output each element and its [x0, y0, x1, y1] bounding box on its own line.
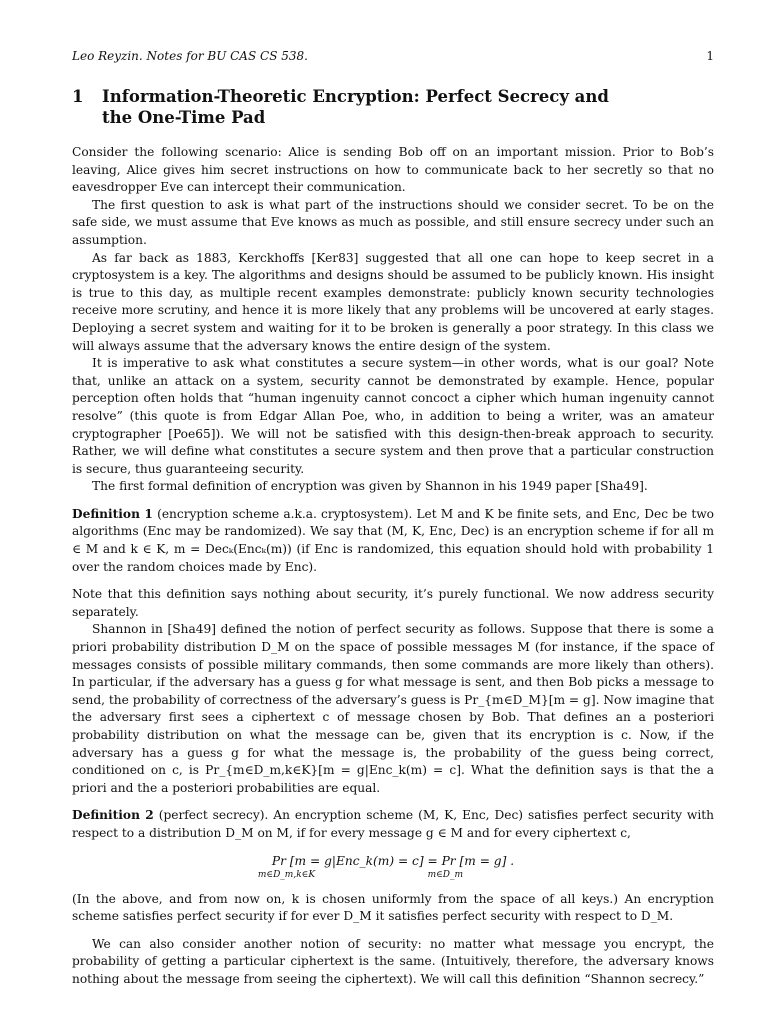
paragraph-5: The first formal definition of encryption was given by Shannon in his 1949 paper [Sha49].: [92, 479, 648, 494]
eq-end: [m = g] .: [459, 853, 515, 868]
definition-1-heading: Definition 1: [72, 506, 153, 521]
paragraph-9: We can also consider another notion of security: no matter what message you encrypt, the probability of getting a particular ciphertext is the same. (Intuitively, therefore, the adversary knows nothing about the message from seeing the ciphertext). We will call this definition “Shannon secrecy.”: [72, 936, 714, 986]
display-equation: [72, 849, 714, 885]
paragraph-1: Consider the following scenario: Alice is sending Bob off on an important mission. Prior to Bob’s leaving, Alice gives him secret instructions on how to communicate back to her secretly so that no eavesdropper Eve can intercept their communication.: [72, 145, 714, 195]
eq-pr-right-text: Pr: [441, 853, 456, 868]
section-heading: [72, 86, 714, 128]
section-title-line2: the One-Time Pad: [102, 108, 266, 127]
section-number: 1: [72, 87, 84, 106]
paragraph-3: As far back as 1883, Kerckhoffs [Ker83] suggested that all one can hope to keep secret in a cryptosystem is a key. The algorithms and designs should be assumed to be publicly known. His insight is true to this day, as multiple recent examples demonstrate: publicly known security technologies receive more scrutiny, and hence it is more likely that any problems will be uncovered at early stages. Deploying a secret system and waiting for it to be broken is generally a poor strategy. In this class we will always assume that the adversary knows the entire design of the system.: [72, 250, 714, 353]
definition-1-body: (encryption scheme a.k.a. cryptosystem). Let M and K be finite sets, and Enc, Dec be two algorithms (Enc may be randomized). We say that (M, K, Enc, Dec) is an encryption scheme if for all m ∈ M and k ∈ K, m = Decₖ(Encₖ(m)) (if Enc is randomized, this equation should hold with probability 1 over the random choices made by Enc).: [72, 506, 715, 574]
eq-pr-right-sub: m∈D_m: [427, 869, 464, 880]
paragraph-8: (In the above, and from now on, k is chosen uniformly from the space of all keys.) An encryption scheme satisfies perfect security if for ever D_M it satisfies perfect security with respect to D_M.: [72, 891, 714, 924]
paragraph-4: It is imperative to ask what constitutes a secure system—in other words, what is our goal? Note that, unlike an attack on a system, security cannot be demonstrated by example. Hence, popular perception often holds that “human ingenuity cannot concoct a cipher which human ingenuity cannot resolve” (this quote is from Edgar Allan Poe, who, in addition to being a writer, was an amateur cryptographer [Poe65]). We will not be satisfied with this design-then-break approach to security. Rather, we will define what constitutes a secure system and then prove that a particular construction is secure, thus guaranteeing security.: [72, 356, 714, 476]
running-title: Leo Reyzin. Notes for BU CAS CS 538.: [72, 49, 308, 63]
paragraph-6: Note that this definition says nothing about security, it’s purely functional. We now address security separately.: [72, 587, 714, 619]
body-text: [72, 144, 714, 989]
running-header: [72, 49, 714, 63]
eq-pr-left-sub: m∈D_m,k∈K: [257, 869, 316, 880]
page-number: 1: [706, 49, 714, 63]
paragraph-7: Shannon in [Sha49] defined the notion of perfect security as follows. Suppose that there is some a priori probability distribution D_M on the space of possible messages M (for instance, if the space of messages consists of possible military commands, then some commands are more likely than others). In particular, if the adversary has a guess g for what message is sent, and then Bob picks a message to send, the probability of correctness of the adversary’s guess is Pr_{m∈D_M}[m = g]. Now imagine that the adversary first sees a ciphertext c of message chosen by Bob. That defines an a posteriori probability distribution on what the message can be, given that its encryption is c. Now, if the adversary has a guess g for what the message is, the probability of the guess being correct, conditioned on c, is Pr_{m∈D_m,k∈K}[m = g|Enc_k(m) = c]. What the definition says is that the a priori and the a posteriori probabilities are equal.: [72, 622, 714, 795]
definition-2: [72, 807, 714, 842]
eq-pr-left-text: Pr: [271, 853, 286, 868]
eq-mid: [m = g|Enc_k(m) = c] =: [289, 853, 438, 868]
section-title-line1: Information-Theoretic Encryption: Perfect Secrecy and: [102, 87, 609, 106]
eq-pr-left: [257, 853, 316, 880]
definition-2-heading: Definition 2: [72, 808, 154, 823]
paragraph-2: The first question to ask is what part of the instructions should we consider secret. To be on the safe side, we must assume that Eve knows as much as possible, and still ensure secrecy under such an assumption.: [72, 197, 714, 247]
definition-1: [72, 506, 714, 576]
eq-pr-right: [427, 853, 464, 880]
definition-2-body: (perfect secrecy). An encryption scheme (M, K, Enc, Dec) satisfies perfect security with respect to a distribution D_M on M, if for every message g ∈ M and for every ciphertext c,: [72, 808, 715, 840]
